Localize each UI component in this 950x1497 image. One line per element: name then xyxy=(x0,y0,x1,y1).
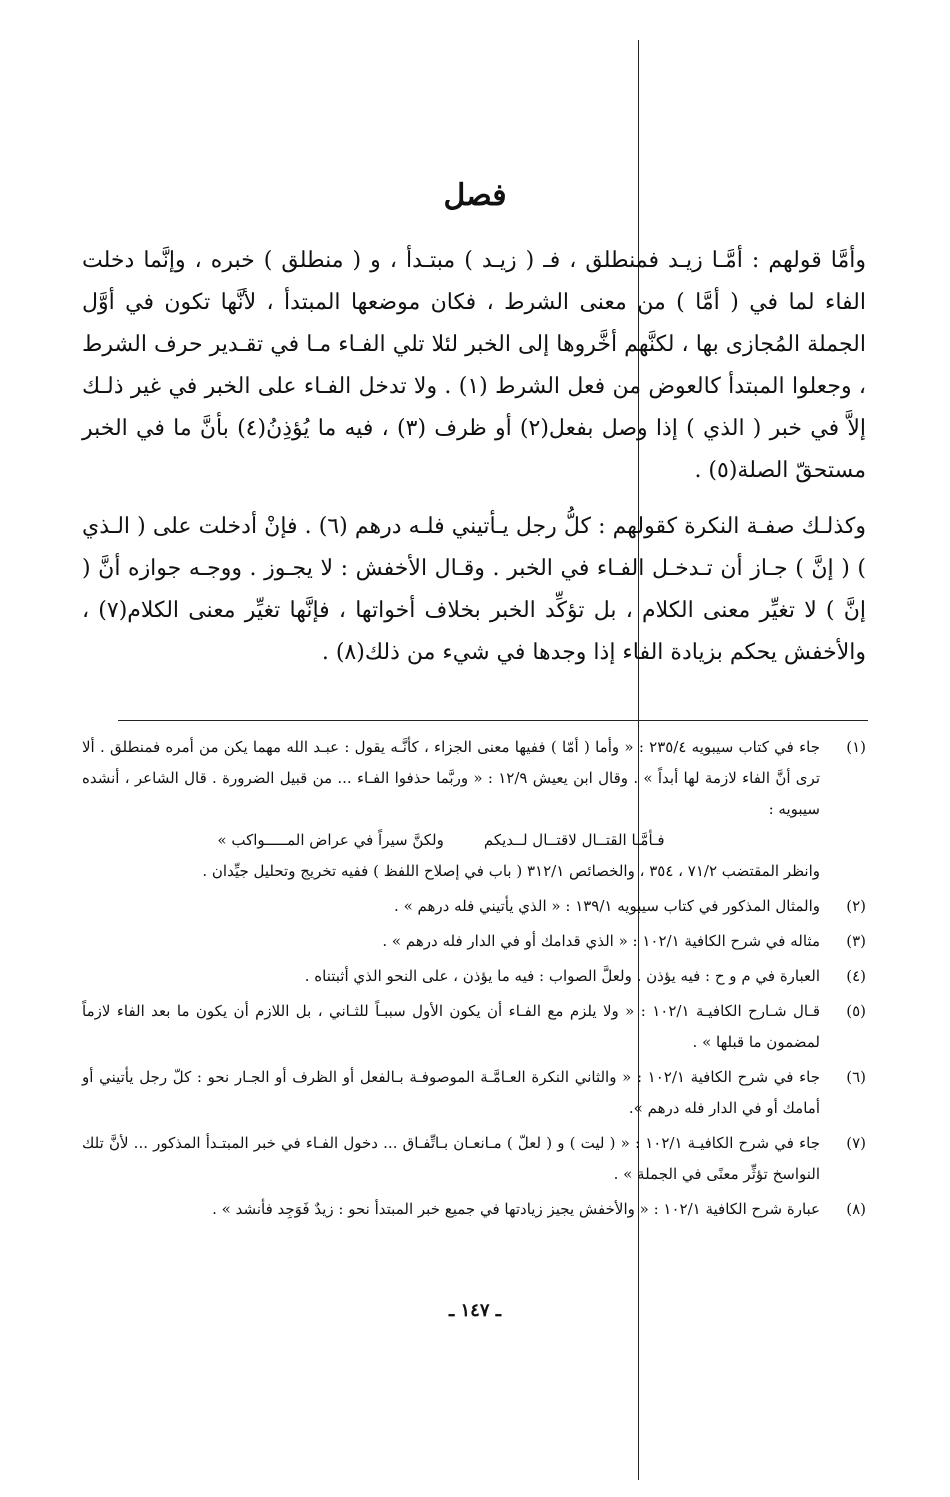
footnote-text: والمثال المذكور في كتاب سيبويه ١٣٩/١ : « الذي يأتيني فله درهم » . xyxy=(394,897,820,915)
footnote-number: (٢) xyxy=(846,897,866,915)
footnote-number: (٤) xyxy=(846,967,866,985)
footnote-number: (٧) xyxy=(846,1134,866,1152)
footnotes xyxy=(82,732,866,1229)
verse-hemistich: ولكنَّ سيراً في عراض المـــــواكب » xyxy=(217,831,444,849)
footnote xyxy=(82,926,866,957)
footnote-text: العبارة في م و ح : فيه يؤذن . ولعلَّ الصواب : فيه ما يؤذن ، على النحو الذي أثبتناه . xyxy=(304,967,820,985)
page-number: ـ ١٤٧ ـ xyxy=(448,1300,502,1321)
footnote-number: (٨) xyxy=(846,1200,866,1218)
section-title: فصل xyxy=(443,178,507,213)
footnote-number: (٦) xyxy=(846,1068,866,1086)
footnote xyxy=(82,1062,866,1124)
paragraph: وكذلـك صفـة النكرة كقولهم : كلُّ رجل يـأتيني فلـه درهم (٦) . فإنْ أدخلت على ( الـذي ) ( إنَّ ) جـاز أن تـدخـل الفـاء في الخبر . وقـال الأخفش : لا يجـوز . ووجـه جوازه أنَّ ( إنَّ ) لا تغيِّر معنى الكلام ، بل تؤكِّد الخبر بخلاف أخواتها ، فإنَّها تغيِّر معنى الكلام(٧) ، والأخفش يحكم بزيادة الفاء إذا وجدها في شيء من ذلك(٨) . xyxy=(82,514,867,665)
footnote-number: (١) xyxy=(846,738,866,756)
footnote xyxy=(82,996,866,1058)
footnote-divider xyxy=(118,720,868,721)
main-text xyxy=(82,240,866,674)
footnote-text: جاء في كتاب سيبويه ٢٣٥/٤ : « وأما ( أمّا ) ففيها معنى الجزاء ، كأنَّـه يقول : عبـد الله مهما يكن من أمره فمنطلق . ألا ترى أنَّ الفاء لازمة لها أبداً » . وقال ابن يعيش ١٢/٩ : « وربَّما حذفوا الفـاء ... من قبيل الضرورة . قال الشاعر ، أنشده سيبويه : xyxy=(82,738,820,818)
poetry-verse xyxy=(82,825,820,856)
footnote-text: جاء في شرح الكافيـة ١٠٢/١ : « ( ليت ) و ( لعلّ ) مـانعـان بـاتِّفـاق ... دخول الفـاء في خبر المبتـدأ المذكور ... لأنَّ تلك النواسخ تؤثِّر معنًى في الجملة » . xyxy=(82,1134,820,1183)
footnote-text: وانظر المقتضب ٧١/٢ ، ٣٥٤ ، والخصائص ٣١٢/١ ( باب في إصلاح اللفظ ) ففيه تخريج وتحليل جيِّدان . xyxy=(202,862,820,880)
footnote-text: مثاله في شرح الكافية ١٠٢/١ : « الذي قدامك أو في الدار فله درهم » . xyxy=(382,932,820,950)
paragraph: وأمَّا قولهم : أمَّـا زيـد فمنطلق ، فـ ( زيـد ) مبتـدأ ، و ( منطلق ) خبره ، وإنَّما دخلت الفاء لما في ( أمَّا ) من معنى الشرط ، فكان موضعها المبتدأ ، لأنَّها تكون في أوَّل الجملة المُجازى بها ، لكنَّهم أخَّروها إلى الخبر لئلا تلي الفـاء مـا في تقـدير حرف الشرط ، وجعلوا المبتدأ كالعوض من فعل الشرط (١) . ولا تدخل الفـاء على الخبر في غير ذلـك إلاَّ في خبر ( الذي ) إذا وصل بفعل(٢) أو ظرف (٣) ، فيه ما يُؤذِنُ(٤) بأنَّ ما في الخبر مستحقّ الصلة(٥) . xyxy=(82,248,867,483)
footnote-body xyxy=(82,732,820,887)
footnote-number: (٣) xyxy=(846,932,866,950)
footnote xyxy=(82,732,866,887)
footnote-text: قـال شـارح الكافيـة ١٠٢/١ : « ولا يلزم مع الفـاء أن يكون الأول سببـاً للثـاني ، بل اللازم أن يكون ما بعد الفاء لازماً لمضمون ما قبلها » . xyxy=(82,1002,821,1051)
footnote xyxy=(82,1194,866,1225)
footnote xyxy=(82,1128,866,1190)
verse-hemistich: فـأمَّـا القتــال لاقتــال لــديكم xyxy=(483,831,665,849)
footnote-text: عبارة شرح الكافية ١٠٢/١ : « والأخفش يجيز زيادتها في جميع خبر المبتدأ نحو : زيدٌ فَوَجِد فأنشد » . xyxy=(212,1200,820,1218)
footnote-text: جاء في شرح الكافية ١٠٢/١ : « والثاني النكرة العـامَّـة الموصوفـة بـالفعل أو الظرف أو الجـار نحو : كلّ رجل يأتيني أو أمامك أو في الدار فله درهم ». xyxy=(82,1068,820,1117)
footnote xyxy=(82,961,866,992)
footnote xyxy=(82,891,866,922)
footnote-number: (٥) xyxy=(846,1002,866,1020)
